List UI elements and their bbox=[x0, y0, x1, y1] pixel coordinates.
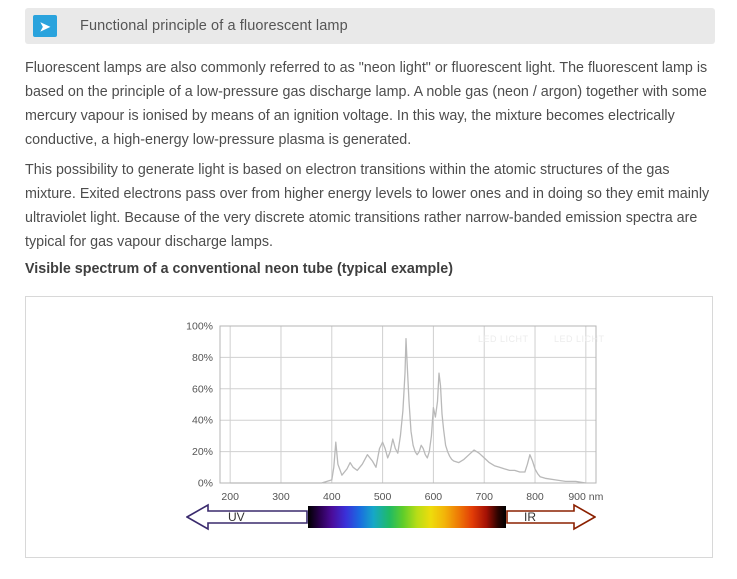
page-title: Functional principle of a fluorescent lamp bbox=[80, 18, 348, 34]
svg-text:60%: 60% bbox=[191, 383, 213, 396]
svg-text:0%: 0% bbox=[197, 477, 213, 490]
chart-section-title: Visible spectrum of a conventional neon tube (typical example) bbox=[25, 261, 453, 277]
svg-text:900 nm: 900 nm bbox=[568, 491, 604, 503]
svg-text:200: 200 bbox=[221, 491, 239, 503]
watermark-right: LED LICHT bbox=[554, 334, 605, 344]
section-header bbox=[25, 8, 715, 44]
uv-arrow-icon bbox=[186, 503, 308, 531]
svg-text:800: 800 bbox=[526, 491, 544, 503]
ir-arrow-icon bbox=[506, 503, 596, 531]
ir-label: IR bbox=[524, 510, 536, 524]
svg-text:700: 700 bbox=[475, 491, 493, 503]
svg-text:100%: 100% bbox=[186, 320, 213, 333]
svg-text:500: 500 bbox=[373, 491, 392, 503]
svg-text:600: 600 bbox=[424, 491, 443, 503]
svg-text:20%: 20% bbox=[191, 446, 213, 459]
svg-text:300: 300 bbox=[272, 491, 290, 503]
spectrum-legend bbox=[186, 500, 598, 536]
svg-text:40%: 40% bbox=[191, 414, 213, 427]
paragraph-2: This possibility to generate light is based on electron transitions within the atomic structures of the gas mixture. Exited electrons pass over from higher energy levels to lower ones and in doing so they emit mainly ultraviolet light. Because of the very discrete atomic transitions rather narrow-banded emission spectra are typical for gas vapour discharge lamps. bbox=[25, 162, 710, 250]
visible-spectrum-bar bbox=[308, 506, 506, 528]
paragraph-1: Fluorescent lamps are also commonly referred to as "neon light" or fluorescent light. The fluorescent lamp is based on the principle of a low-pressure gas discharge lamp. A noble gas (neon / argon) together with some mercury vapour is ionised by means of an ignition voltage. In this way, the mixture becomes electrically conductive, a high-energy low-pressure plasma is generated. bbox=[25, 60, 708, 148]
play-arrow-icon: ➤ bbox=[33, 15, 57, 37]
watermark-left: LED LICHT bbox=[478, 334, 529, 344]
svg-text:400: 400 bbox=[323, 491, 341, 503]
uv-label: UV bbox=[228, 510, 245, 524]
svg-text:80%: 80% bbox=[191, 351, 213, 364]
chart-panel bbox=[25, 296, 713, 558]
